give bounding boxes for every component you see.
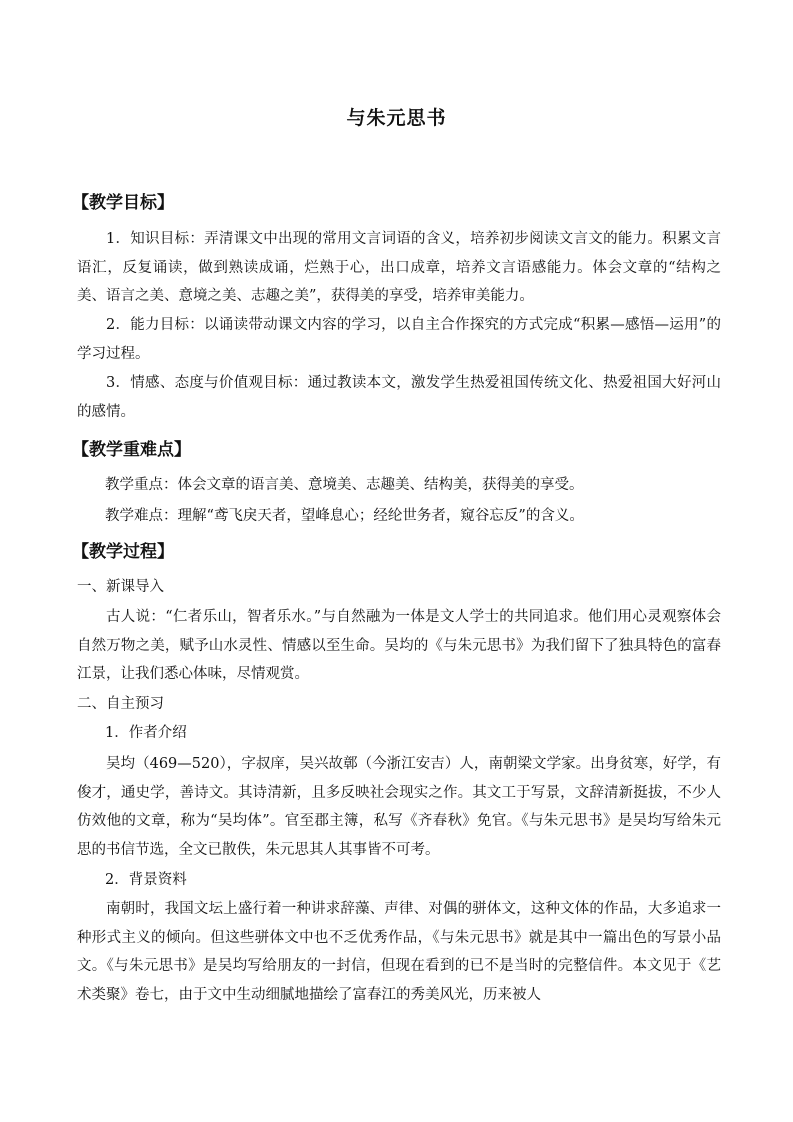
goal-ability: 2．能力目标：以诵读带动课文内容的学习，以自主合作探究的方式完成“积累—感悟—运用”的学习过程。 (77, 317, 721, 362)
subsection-background-title: 2．背景资料 (105, 872, 187, 888)
difficult-point: 教学难点：理解“鸢飞戾天者，望峰息心；经纶世务者，窥谷忘反”的含义。 (105, 508, 584, 524)
section-preview-title: 二、自主预习 (77, 696, 164, 712)
section-new-lesson-text: 古人说：“仁者乐山，智者乐水。”与自然融为一体是文人学士的共同追求。他们用心灵观察体会自然万物之美，赋予山水灵性、情感以至生命。吴均的《与朱元思书》为我们留下了独具特色的富春江景，让我们悉心体味，尽情观赏。 (77, 609, 721, 682)
document-title: 与朱元思书 (346, 107, 447, 129)
subsection-author-text: 吴均（469—520），字叔庠，吴兴故鄣（今浙江安吉）人，南朝梁文学家。出身贫寒，好学，有俊才，通史学，善诗文。其诗清新，且多反映社会现实之作。其文工于写景，文辞清新挺拔，不少人仿效他的文章，称为“吴均体”。官至郡主簿，私写《齐春秋》免官。《与朱元思书》是吴均写给朱元思的书信节选，全文已散佚，朱元思其人其事皆不可考。 (77, 756, 721, 858)
subsection-background-text: 南朝时，我国文坛上盛行着一种讲求辞藻、声律、对偶的骈体文，这种文体的作品，大多追求一种形式主义的倾向。但这些骈体文中也不乏优秀作品，《与朱元思书》就是其中一篇出色的写景小品文。《与朱元思书》是吴均写给朋友的一封信，但现在看到的已不是当时的完整信件。本文见于《艺术类聚》卷七，由于文中生动细腻地描绘了富春江的秀美风光，历来被人 (77, 901, 721, 1003)
heading-key-points: 【教学重难点】 (72, 440, 191, 460)
subsection-author-title: 1．作者介绍 (105, 725, 187, 741)
goal-emotion: 3．情感、态度与价值观目标：通过教读本文，激发学生热爱祖国传统文化、热爱祖国大好河山的感情。 (77, 375, 721, 420)
goal-knowledge: 1．知识目标：弄清课文中出现的常用文言词语的含义，培养初步阅读文言文的能力。积累文言语汇，反复诵读，做到熟读成诵，烂熟于心，出口成章，培养文言语感能力。体会文章的“结构之美、语言之美、意境之美、志趣之美”，获得美的享受，培养审美能力。 (77, 231, 721, 304)
section-new-lesson-title: 一、新课导入 (77, 579, 164, 595)
key-point: 教学重点：体会文章的语言美、意境美、志趣美、结构美，获得美的享受。 (105, 477, 584, 493)
heading-teaching-goals: 【教学目标】 (72, 193, 174, 213)
heading-teaching-process: 【教学过程】 (72, 542, 174, 562)
